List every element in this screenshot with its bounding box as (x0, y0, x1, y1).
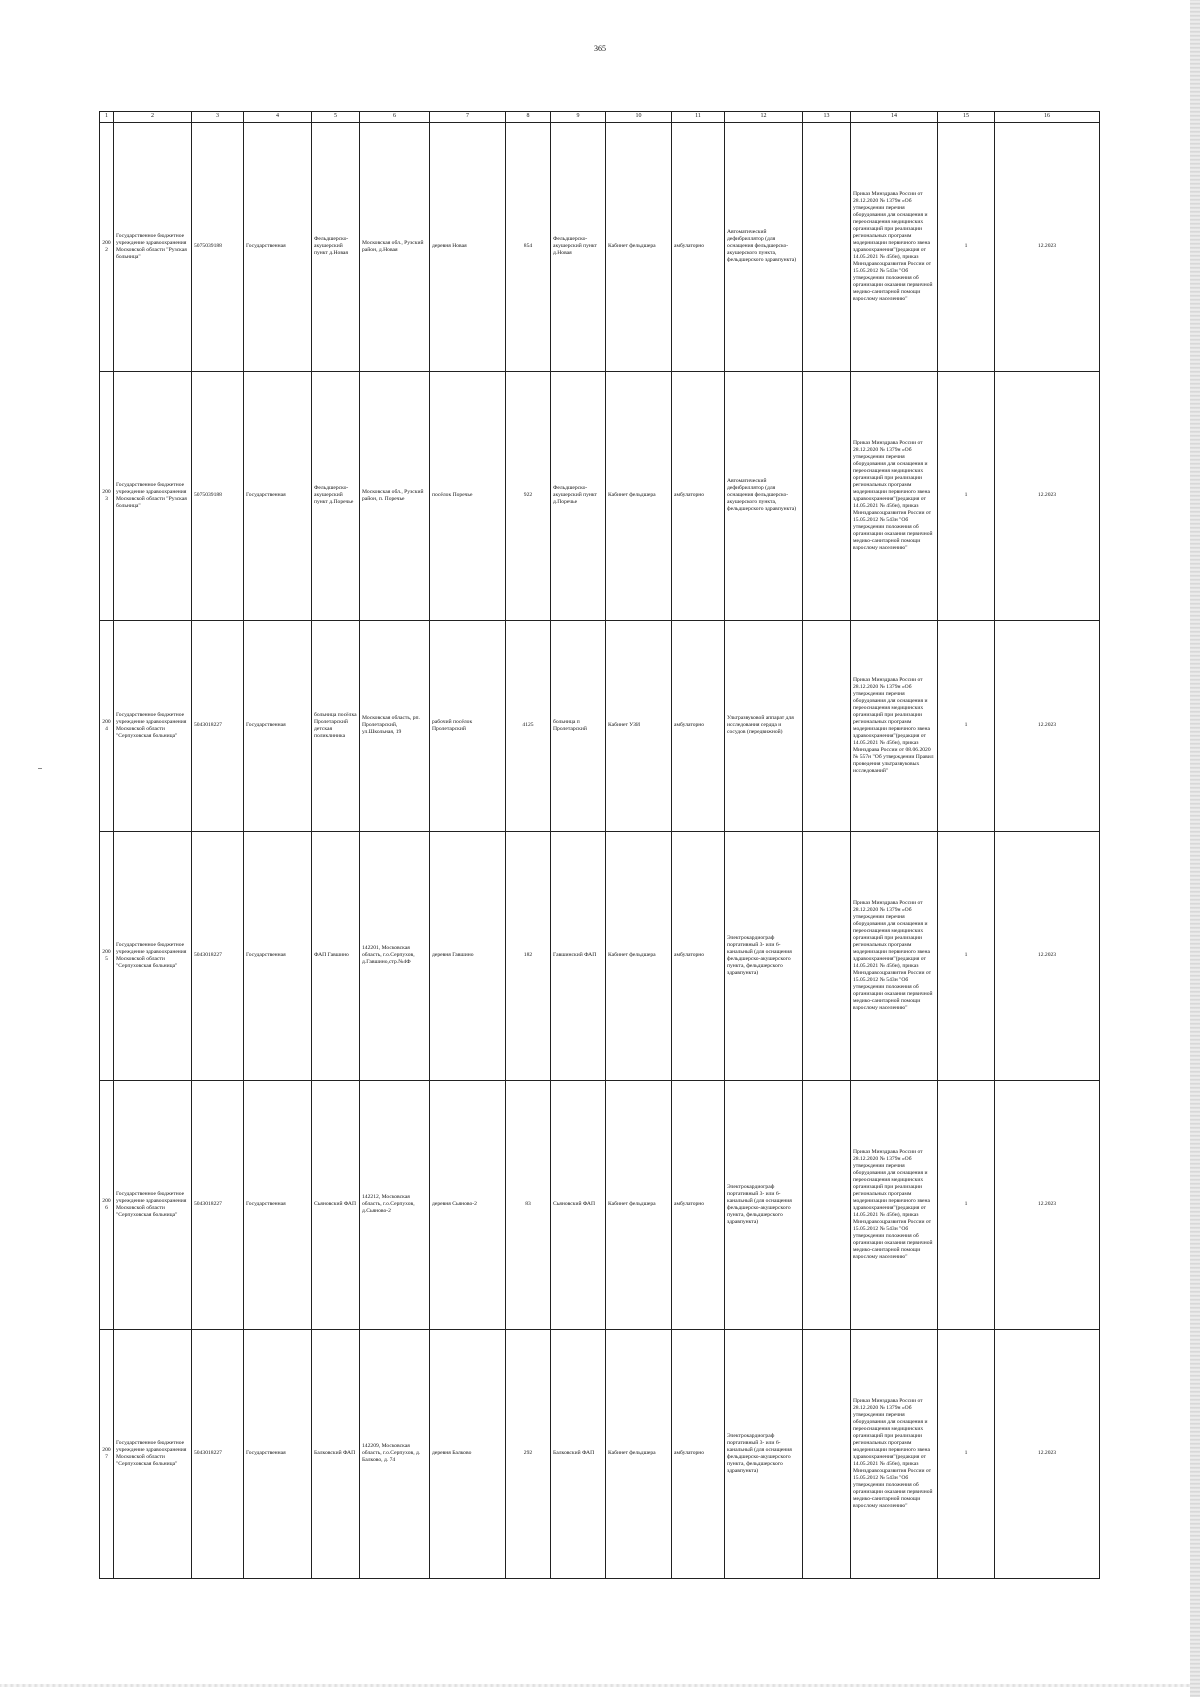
column-number: 2 (114, 112, 192, 123)
organization-name: Государственное бюджетное учреждение здравоохранения Московской области "Рузская больница" (114, 371, 192, 620)
column-13-value (803, 371, 851, 620)
organization-name: Государственное бюджетное учреждение здравоохранения Московской области "Рузская больница" (114, 122, 192, 371)
column-number: 16 (995, 112, 1100, 123)
scan-noise (0, 1684, 1200, 1687)
organization-name: Государственное бюджетное учреждение здравоохранения Московской области "Серпуховская больница" (114, 831, 192, 1080)
structural-division: Фельдшерско-акушерский пункт д.Поречье (551, 371, 606, 620)
subdivision: Фельдшерско-акушерский пункт д.Поречье (312, 371, 360, 620)
column-number-row (100, 112, 1100, 123)
equipment-name: Автоматический дефибриллятор (для оснащения фельдшерско-акушерского пункта, фельдшерского здравпункта) (725, 122, 803, 371)
structural-division: Фельдшерско-акушерский пункт д.Новая (551, 122, 606, 371)
column-number: 12 (725, 112, 803, 123)
column-number: 4 (244, 112, 312, 123)
inn: 5075039188 (192, 371, 244, 620)
address: Московская обл., Рузский район, п. Поречье (360, 371, 430, 620)
delivery-date: 12.2023 (995, 620, 1100, 831)
settlement: деревня Новая (430, 122, 506, 371)
scan-edge (1190, 0, 1200, 1697)
ownership-form: Государственная (244, 1080, 312, 1329)
row-number: 2006 (100, 1080, 114, 1329)
row-number: 2002 (100, 122, 114, 371)
organization-name: Государственное бюджетное учреждение здравоохранения Московской области "Серпуховская больница" (114, 1080, 192, 1329)
room: Кабинет фельдшера (606, 1329, 672, 1578)
population: 922 (506, 371, 551, 620)
inn: 5043018227 (192, 1080, 244, 1329)
structural-division: Балковский ФАП (551, 1329, 606, 1578)
care-condition: амбулаторно (672, 371, 725, 620)
ownership-form: Государственная (244, 620, 312, 831)
table-row (100, 1329, 1100, 1578)
settlement: посёлок Поречье (430, 371, 506, 620)
row-number: 2005 (100, 831, 114, 1080)
legal-basis: Приказ Минздрава России от 28.12.2020 № 1379н «Об утверждении перечня оборудования для оснащения и переоснащения медицинских организаций при реализации региональных программ модернизации первичного звена здравоохранения"(редакция от 14.05.2021 № 456н), приказ Минздравсоцразвития России от 15.05.2012 № 543н "Об утверждении положения об организации оказания первичной медико-санитарной помощи взрослому населению" (851, 1080, 938, 1329)
care-condition: амбулаторно (672, 831, 725, 1080)
column-13-value (803, 122, 851, 371)
quantity: 1 (938, 371, 995, 620)
subdivision: больница посёлка Пролетарский детская поликлиника (312, 620, 360, 831)
table-row (100, 1080, 1100, 1329)
quantity: 1 (938, 831, 995, 1080)
population: 854 (506, 122, 551, 371)
care-condition: амбулаторно (672, 1329, 725, 1578)
column-number: 3 (192, 112, 244, 123)
row-number: 2004 (100, 620, 114, 831)
table-row (100, 831, 1100, 1080)
equipment-name: Ультразвуковой аппарат для исследования сердца и сосудов (передвижной) (725, 620, 803, 831)
settlement: деревня Сьяново-2 (430, 1080, 506, 1329)
column-number: 7 (430, 112, 506, 123)
table-row (100, 620, 1100, 831)
structural-division: Гавшинский ФАП (551, 831, 606, 1080)
equipment-name: Электрокардиограф портативный 3- или 6-канальный (для оснащения фельдшерско-акушерского пункта, фельдшерского здравпункта) (725, 1329, 803, 1578)
subdivision: ФАП Гавшино (312, 831, 360, 1080)
inn: 5043018227 (192, 1329, 244, 1578)
legal-basis: Приказ Минздрава России от 28.12.2020 № 1379н «Об утверждении перечня оборудования для оснащения и переоснащения медицинских организаций при реализации региональных программ модернизации первичного звена здравоохранения"(редакция от 14.05.2021 № 456н), приказ Минздравсоцразвития России от 15.05.2012 № 543н "Об утверждении положения об организации оказания первичной медико-санитарной помощи взрослому населению" (851, 831, 938, 1080)
legal-basis: Приказ Минздрава России от 28.12.2020 № 1379н «Об утверждении перечня оборудования для оснащения и переоснащения медицинских организаций при реализации региональных программ модернизации первичного звена здравоохранения"(редакция от 14.05.2021 № 456н), приказ Минздрава России от 08.06.2020 № 557н "Об утверждении Правил проведения ультразвуковых исследований" (851, 620, 938, 831)
equipment-name: Электрокардиограф портативный 3- или 6-канальный (для оснащения фельдшерско-акушерского пункта, фельдшерского здравпункта) (725, 831, 803, 1080)
equipment-name: Электрокардиограф портативный 3- или 6-канальный (для оснащения фельдшерско-акушерского пункта, фельдшерского здравпункта) (725, 1080, 803, 1329)
room: Кабинет фельдшера (606, 371, 672, 620)
column-number: 11 (672, 112, 725, 123)
quantity: 1 (938, 1080, 995, 1329)
organization-name: Государственное бюджетное учреждение здравоохранения Московской области "Серпуховская больница" (114, 1329, 192, 1578)
quantity: 1 (938, 122, 995, 371)
inn: 5075039188 (192, 122, 244, 371)
legal-basis: Приказ Минздрава России от 28.12.2020 № 1379н «Об утверждении перечня оборудования для оснащения и переоснащения медицинских организаций при реализации региональных программ модернизации первичного звена здравоохранения"(редакция от 14.05.2021 № 456н), приказ Минздравсоцразвития России от 15.05.2012 № 543н "Об утверждении положения об организации оказания первичной медико-санитарной помощи взрослому населению" (851, 371, 938, 620)
delivery-date: 12.2023 (995, 122, 1100, 371)
column-number: 6 (360, 112, 430, 123)
column-number: 13 (803, 112, 851, 123)
legal-basis: Приказ Минздрава России от 28.12.2020 № 1379н «Об утверждении перечня оборудования для оснащения и переоснащения медицинских организаций при реализации региональных программ модернизации первичного звена здравоохранения"(редакция от 14.05.2021 № 456н), приказ Минздравсоцразвития России от 15.05.2012 № 543н "Об утверждении положения об организации оказания первичной медико-санитарной помощи взрослому населению" (851, 122, 938, 371)
equipment-name: Автоматический дефибриллятор (для оснащения фельдшерско-акушерского пункта, фельдшерского здравпункта) (725, 371, 803, 620)
column-number: 8 (506, 112, 551, 123)
population: 182 (506, 831, 551, 1080)
address: Московская обл., Рузский район, д.Новая (360, 122, 430, 371)
settlement: деревня Балково (430, 1329, 506, 1578)
population: 292 (506, 1329, 551, 1578)
legal-basis: Приказ Минздрава России от 28.12.2020 № 1379н «Об утверждении перечня оборудования для оснащения и переоснащения медицинских организаций при реализации региональных программ модернизации первичного звена здравоохранения"(редакция от 14.05.2021 № 456н), приказ Минздравсоцразвития России от 15.05.2012 № 543н "Об утверждении положения об организации оказания первичной медико-санитарной помощи взрослому населению" (851, 1329, 938, 1578)
column-number: 15 (938, 112, 995, 123)
ownership-form: Государственная (244, 1329, 312, 1578)
room: Кабинет фельдшера (606, 831, 672, 1080)
population: 83 (506, 1080, 551, 1329)
delivery-date: 12.2023 (995, 831, 1100, 1080)
row-number: 2007 (100, 1329, 114, 1578)
address: 142212, Московская область, г.о.Серпухов, д.Сьяново-2 (360, 1080, 430, 1329)
structural-division: Сьяновский ФАП (551, 1080, 606, 1329)
population: 4125 (506, 620, 551, 831)
ownership-form: Государственная (244, 371, 312, 620)
care-condition: амбулаторно (672, 1080, 725, 1329)
delivery-date: 12.2023 (995, 1080, 1100, 1329)
inn: 5043018227 (192, 620, 244, 831)
subdivision: Фельдшерско-акушерский пункт д.Новая (312, 122, 360, 371)
row-number: 2003 (100, 371, 114, 620)
column-number: 14 (851, 112, 938, 123)
subdivision: Сьяновский ФАП (312, 1080, 360, 1329)
register-table (99, 111, 1100, 1579)
quantity: 1 (938, 620, 995, 831)
ownership-form: Государственная (244, 831, 312, 1080)
page-number: 365 (594, 44, 606, 53)
ownership-form: Государственная (244, 122, 312, 371)
column-number: 10 (606, 112, 672, 123)
room: Кабинет УЗИ (606, 620, 672, 831)
organization-name: Государственное бюджетное учреждение здравоохранения Московской области "Серпуховская больница" (114, 620, 192, 831)
column-13-value (803, 831, 851, 1080)
table-body (100, 112, 1100, 1579)
delivery-date: 12.2023 (995, 371, 1100, 620)
room: Кабинет фельдшера (606, 1080, 672, 1329)
column-number: 5 (312, 112, 360, 123)
address: Московская область, рп. Пролетарский, ул.Школьная, 19 (360, 620, 430, 831)
care-condition: амбулаторно (672, 620, 725, 831)
table-row (100, 371, 1100, 620)
table-row (100, 122, 1100, 371)
scan-mark (38, 768, 42, 769)
address: 142201, Московская область, г.о.Серпухов, д.Гавшино,стр.№4Ф (360, 831, 430, 1080)
delivery-date: 12.2023 (995, 1329, 1100, 1578)
inn: 5043018227 (192, 831, 244, 1080)
column-13-value (803, 1329, 851, 1578)
settlement: рабочий посёлок Пролетарский (430, 620, 506, 831)
room: Кабинет фельдшера (606, 122, 672, 371)
address: 142209, Московская область, г.о.Серпухов, д. Балково, д. 74 (360, 1329, 430, 1578)
column-number: 9 (551, 112, 606, 123)
column-number: 1 (100, 112, 114, 123)
column-13-value (803, 1080, 851, 1329)
structural-division: больница п Пролетарский (551, 620, 606, 831)
settlement: деревня Гавшино (430, 831, 506, 1080)
care-condition: амбулаторно (672, 122, 725, 371)
subdivision: Балковский ФАП (312, 1329, 360, 1578)
column-13-value (803, 620, 851, 831)
quantity: 1 (938, 1329, 995, 1578)
